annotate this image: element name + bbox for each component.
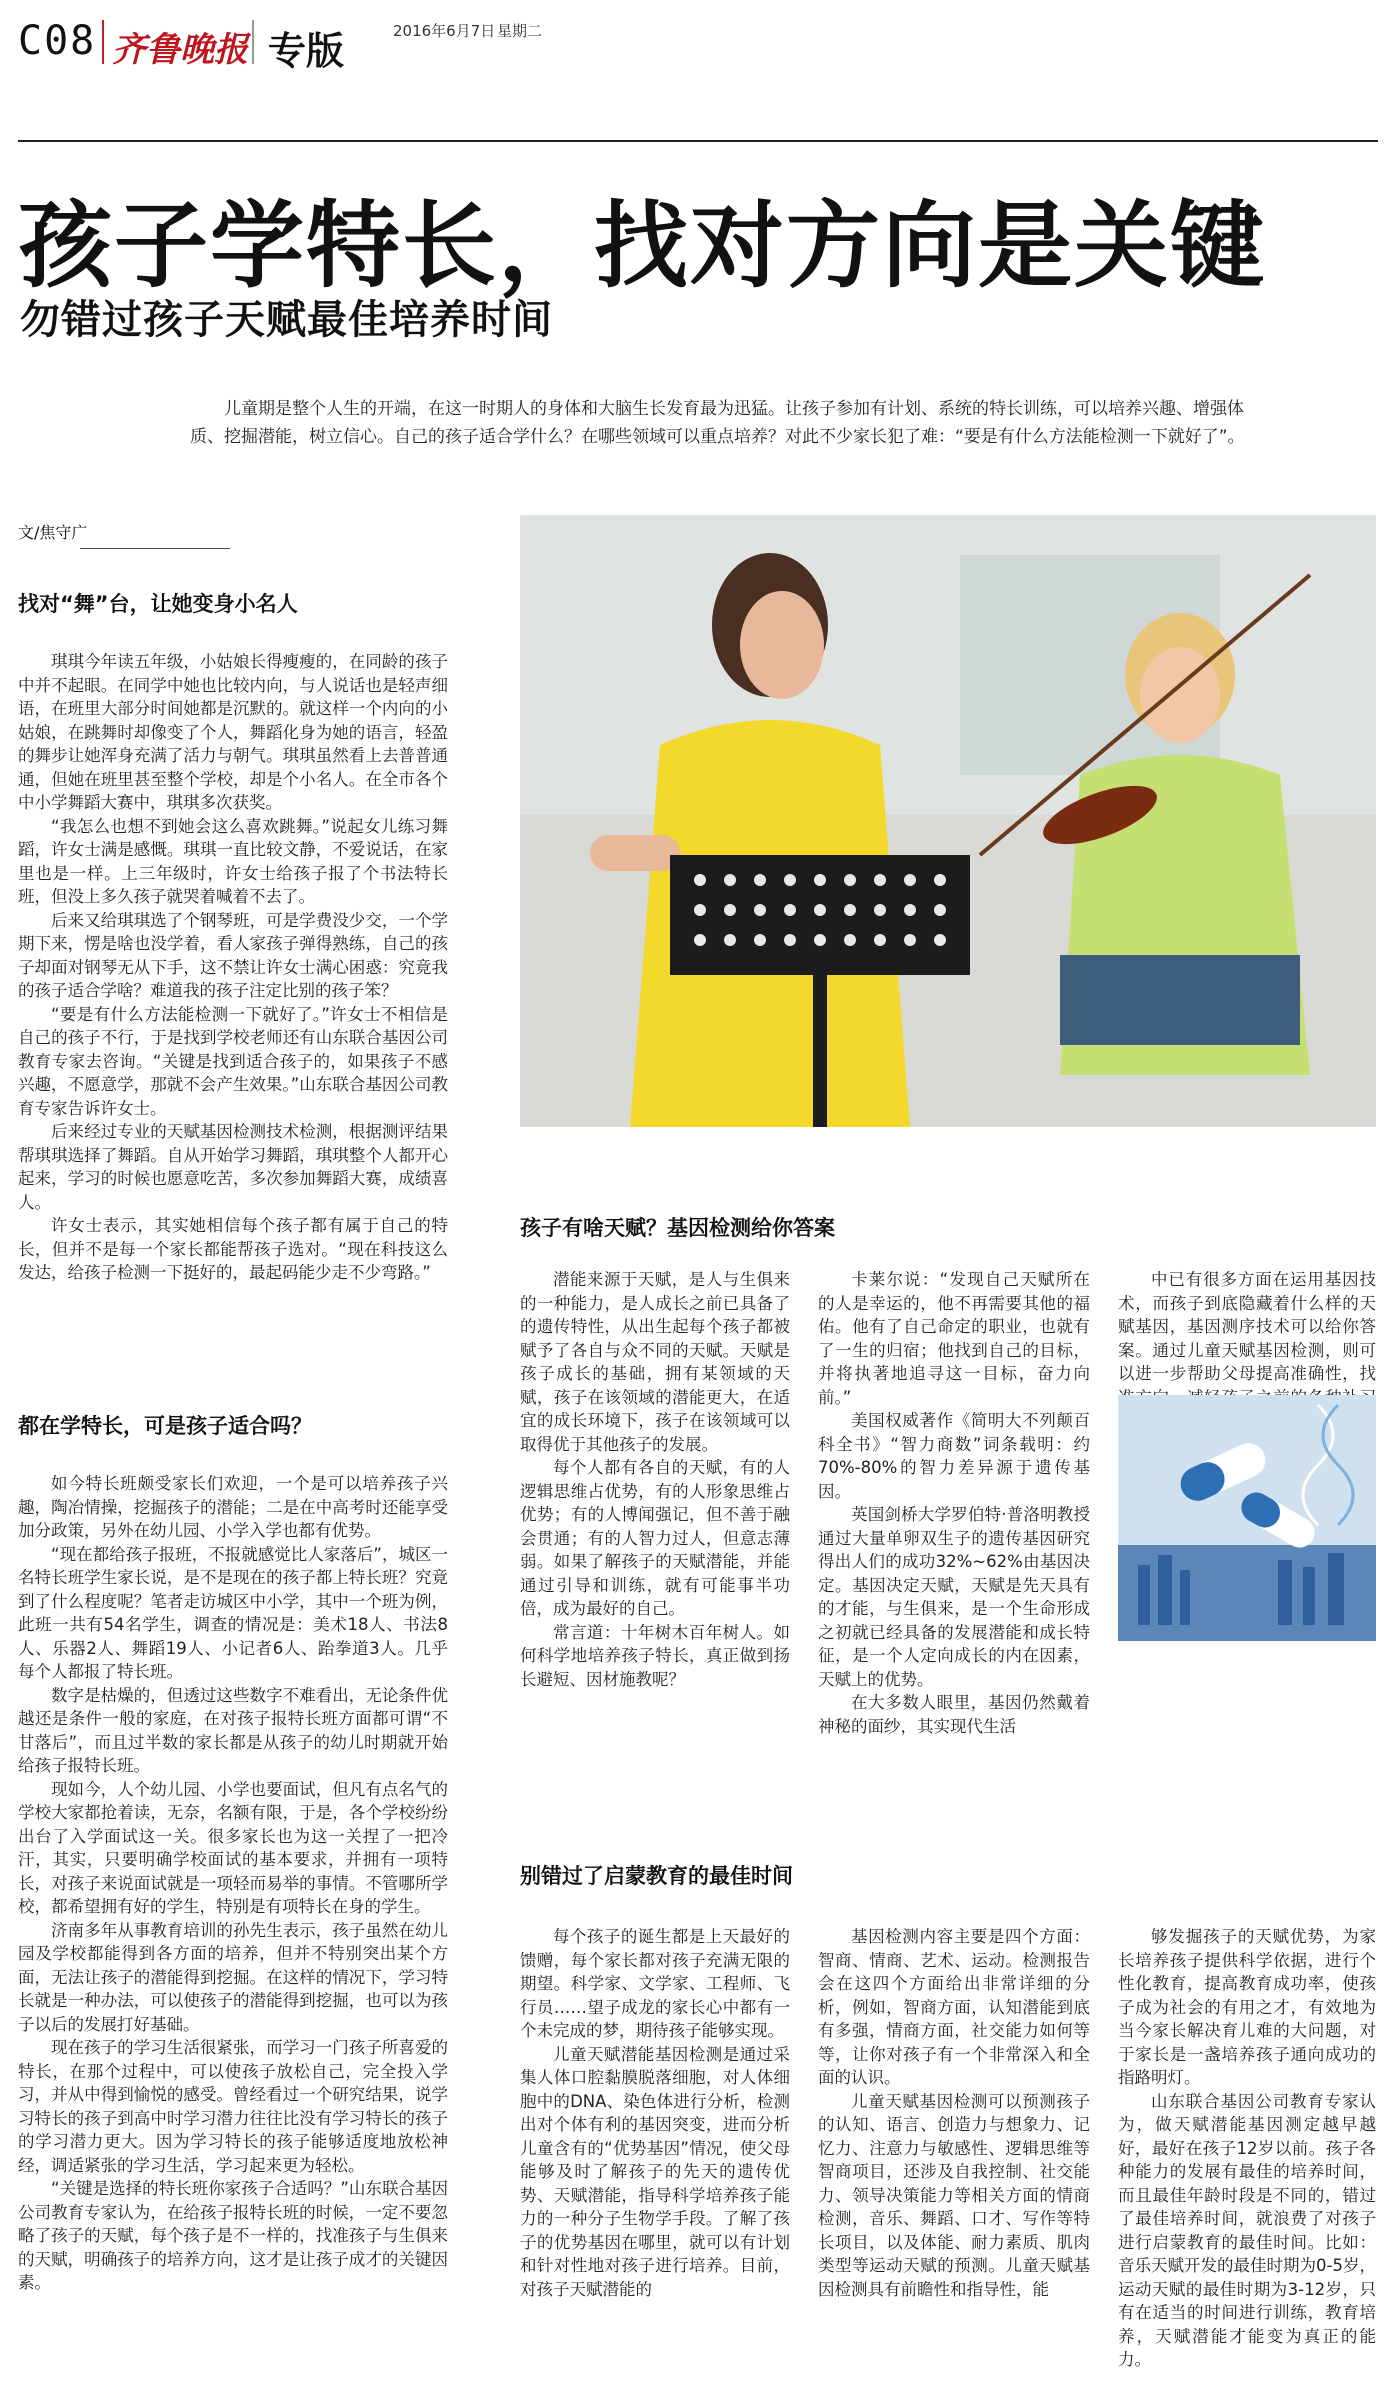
paragraph: 数字是枯燥的，但透过这些数字不难看出，无论条件优越还是条件一般的家庭，在对孩子报特长班方面都可谓“不甘落后”，而且过半数的家长都是从孩子的幼儿时期就开始给孩子报特长班。 — [18, 1685, 448, 1775]
issue-weekday: 星期二 — [497, 22, 543, 40]
paragraph: 山东联合基因公司教育专家认为，做天赋潜能基因测定越早越好，最好在孩子12岁以前。孩子各种能力的发展有最佳的培养时间，而且最佳年龄时段是不同的，错过了最佳培养时间，就浪费了对孩子进行启蒙教育的最佳时间。比如：音乐天赋开发的最佳时期为0-5岁，运动天赋的最佳时期为3-12岁，只有在适当的时间进行训练，教育培养，天赋潜能才能变为真正的能力。 — [1118, 2091, 1376, 2369]
newspaper-logo: 齐鲁晚报 — [112, 30, 248, 70]
headline: 孩子学特长，找对方向是关键 — [18, 192, 1267, 301]
paragraph: 美国权威著作《简明大不列颠百科全书》“智力商数”词条载明：约70%-80%的智力差异源于遗传基因。 — [818, 1411, 1090, 1501]
subheadline: 勿错过孩子天赋最佳培养时间 — [20, 297, 553, 343]
byline-rule — [80, 548, 230, 549]
paragraph: “关键是选择的特长班你家孩子合适吗？”山东联合基因公司教育专家认为，在给孩子报特长班的时候，一定不要忽略了孩子的天赋，每个孩子是不一样的，找准孩子与生俱来的天赋，明确孩子的培养方向，这才是让孩子成才的关键因素。 — [18, 2179, 448, 2292]
lead-paragraph: 儿童期是整个人生的开端，在这一时期人的身体和大脑生长发育最为迅猛。让孩子参加有计划、系统的特长训练，可以培养兴趣、增强体质、挖掘潜能，树立信心。自己的孩子适合学什么？在哪些领域可以重点培养？对此不少家长犯了难：“要是有什么方法能检测一下就好了”。 — [190, 399, 1245, 447]
header-divider — [252, 20, 254, 64]
paragraph: 后来经过专业的天赋基因检测技术检测，根据测评结果帮琪琪选择了舞蹈。自从开始学习舞蹈，琪琪整个人都开心起来，学习的时候也愿意吃苦，多次参加舞蹈大赛，成绩喜人。 — [18, 1122, 448, 1212]
paragraph: “我怎么也想不到她会这么喜欢跳舞。”说起女儿练习舞蹈，许女士满是感慨。琪琪一直比较文静，不爱说话，在家里也是一样。上三年级时，许女士给孩子报了个书法特长班，但没上多久孩子就哭着喊着不去了。 — [18, 816, 448, 906]
article-column — [18, 1472, 448, 2295]
paragraph: 济南多年从事教育培训的孙先生表示，孩子虽然在幼儿园及学校都能得到各方面的培养，但并不特别突出某个方面，无法让孩子的潜能得到挖掘。在这样的情况下，学习特长就是一种办法，可以使孩子的潜能得到挖掘，也可以为孩子以后的发展打好基础。 — [18, 1920, 448, 2034]
article-column — [520, 1268, 790, 1691]
dna-capsule-photo — [1118, 1395, 1376, 1641]
article-column — [818, 1268, 1090, 1738]
section-heading: 孩子有啥天赋？基因检测给你答案 — [520, 1216, 835, 1240]
paragraph: “现在都给孩子报班，不报就感觉比人家落后”，城区一名特长班学生家长说，是不是现在的孩子都上特长班？究竟到了什么程度呢？笔者走访城区中小学，其中一个班为例，此班一共有54名学生，调查的情况是：美术18人、书法8人、乐器2人、舞蹈19人、小记者6人、跆拳道3人。几乎每个人都报了特长班。 — [18, 1544, 448, 1681]
paragraph: 琪琪今年读五年级，小姑娘长得瘦瘦的，在同龄的孩子中并不起眼。在同学中她也比较内向，与人说话也是轻声细语，在班里大部分时间她都是沉默的。就这样一个内向的小姑娘，在跳舞时却像变了个人，舞蹈化身为她的语言，轻盈的舞步让她浑身充满了活力与朝气。琪琪虽然看上去普普通通，但她在班里甚至整个学校，却是个小名人。在全市各个中小学舞蹈大赛中，琪琪多次获奖。 — [18, 652, 448, 812]
paragraph: 常言道：十年树木百年树人。如何科学地培养孩子特长，真正做到扬长避短、因材施教呢？ — [520, 1622, 790, 1689]
paragraph: 每个孩子的诞生都是上天最好的馈赠，每个家长都对孩子充满无限的期望。科学家、文学家、工程师、飞行员……望子成龙的家长心中都有一个未完成的梦，期待孩子能够实现。 — [520, 1927, 790, 2040]
issue-date: 2016年6月7日 — [393, 22, 496, 40]
header-divider — [102, 20, 104, 64]
article-column — [520, 1925, 790, 2301]
paragraph: 英国剑桥大学罗伯特·普洛明教授通过大量单卵双生子的遗传基因研究得出人们的成功32%~62%由基因决定。基因决定天赋，天赋是先天具有的才能，与生俱来，是一个生命形成之初就已经具备的发展潜能和成长特征，是一个人定向成长的内在因素，天赋上的优势。 — [818, 1505, 1090, 1689]
paragraph: 如今特长班颇受家长们欢迎，一个是可以培养孩子兴趣，陶冶情操，挖掘孩子的潜能；二是在中高考时还能享受加分政策，另外在幼儿园、小学入学也都有优势。 — [18, 1474, 448, 1540]
header-rule — [18, 140, 1378, 142]
paragraph: 潜能来源于天赋，是人与生俱来的一种能力，是人成长之前已具备了的遗传特性，从出生起每个孩子都被赋予了各自与众不同的天赋。天赋是孩子成长的基础，拥有某领域的天赋，孩子在该领域的潜能更大，在适宜的成长环境下，孩子在该领域可以取得优于其他孩子的发展。 — [520, 1270, 790, 1454]
paragraph: 在大多数人眼里，基因仍然戴着神秘的面纱，其实现代生活 — [818, 1693, 1090, 1736]
byline: 文/焦守广 — [18, 523, 88, 542]
paragraph: 儿童天赋基因检测可以预测孩子的认知、语言、创造力与想象力、记忆力、注意力与敏感性、逻辑思维等智商项目，还涉及自我控制、社交能力、领导决策能力等相关方面的情商检测，音乐、舞蹈、口才、写作等特长项目，以及体能、耐力素质、肌肉类型等运动天赋的预测。儿童天赋基因检测具有前瞻性和指导性，能 — [818, 2091, 1090, 2299]
article-column — [1118, 1925, 1376, 2372]
paragraph: 儿童天赋潜能基因检测是通过采集人体口腔黏膜脱落细胞，对人体细胞中的DNA、染色体进行分析，检测出对个体有利的基因突变，进而分析儿童含有的“优势基因”情况，使父母能够及时了解孩子的先天的遗传优势、天赋潜能，指导科学培养孩子能力的一种分子生物学手段。了解了孩子的优势基因在哪里，就可以有计划和针对性地对孩子进行培养。目前，对孩子天赋潜能的 — [520, 2044, 790, 2299]
paragraph: 卡莱尔说：“发现自己天赋所在的人是幸运的，他不再需要其他的福佑。他有了自己命定的职业，也就有了一生的归宿；他找到自己的目标，并将执著地追寻这一目标，奋力向前。” — [818, 1270, 1090, 1407]
paragraph: 基因检测内容主要是四个方面：智商、情商、艺术、运动。检测报告会在这四个方面给出非常详细的分析，例如，智商方面，认知潜能到底有多强，情商方面，社交能力如何等等，让你对孩子有一个非常深入和全面的认识。 — [818, 1927, 1090, 2087]
article-column — [818, 1925, 1090, 2301]
section-heading: 都在学特长，可是孩子适合吗？ — [18, 1414, 312, 1438]
paragraph: 后来又给琪琪选了个钢琴班，可是学费没少交，一个学期下来，愣是啥也没学着，看人家孩子弹得熟练，自己的孩子却面对钢琴无从下手，这不禁让许女士满心困惑：究竟我的孩子适合学啥？难道我的孩子注定比别的孩子笨？ — [18, 910, 448, 1000]
paragraph: 每个人都有各自的天赋，有的人逻辑思维占优势，有的人形象思维占优势；有的人博闻强记，但不善于融会贯通；有的人智力过人，但意志薄弱。如果了解孩子的天赋潜能，并能通过引导和训练，就有可能事半功倍，成为最好的自己。 — [520, 1458, 790, 1618]
section-heading: 找对“舞”台，让她变身小名人 — [18, 592, 298, 616]
section-heading: 别错过了启蒙教育的最佳时间 — [520, 1864, 793, 1888]
article-column — [18, 650, 448, 1285]
paragraph: “要是有什么方法能检测一下就好了。”许女士不相信是自己的孩子不行，于是找到学校老师还有山东联合基因公司教育专家去咨询。“关键是找到适合孩子的，如果孩子不感兴趣，不愿意学，那就不会产生效果。”山东联合基因公司教育专家告诉许女士。 — [18, 1004, 448, 1118]
paragraph: 现如今，人个幼儿园、小学也要面试，但凡有点名气的学校大家都抢着读，无奈，名额有限，于是，各个学校纷纷出台了入学面试这一关。很多家长也为这一关捏了一把冷汗，其实，只要明确学校面试的基本要求，并拥有一项特长，对孩子来说面试就是一项轻而易举的事情。不管哪所学校，都希望拥有好的学生，特别是有项特长在身的学生。 — [18, 1779, 448, 1916]
paragraph: 现在孩子的学习生活很紧张，而学习一门孩子所喜爱的特长，在那个过程中，可以使孩子放松自己，完全投入学习，并从中得到愉悦的感受。曾经看过一个研究结果，说学习特长的孩子到高中时学习潜力往往比没有学习特长的孩子的学习潜力更大。因为学习特长的孩子能够适度地放松神经，调适紧张的学习生活，学习起来更为轻松。 — [18, 2038, 448, 2175]
violin-lesson-photo — [520, 515, 1376, 1127]
page-number: C08 — [18, 18, 97, 64]
paragraph: 中已有很多方面在运用基因技术，而孩子到底隐藏着什么样的天赋基因，基因测序技术可以给你答案。通过儿童天赋基因检测，则可以进一步帮助父母提高准确性，找 — [1118, 1270, 1376, 1383]
paragraph: 够发掘孩子的天赋优势，为家长培养孩子提供科学依据，进行个性化教育，提高教育成功率，使孩子成为社会的有用之才，有效地为当今家长解决育儿难的大问题，对于家长是一盏培养孩子通向成功的指路明灯。 — [1118, 1927, 1376, 2087]
paragraph: 许女士表示，其实她相信每个孩子都有属于自己的特长，但并不是每一个家长都能帮孩子选对。“现在科技这么发达，给孩子检测一下挺好的，最起码能少走不少弯路。” — [18, 1216, 448, 1282]
section-label: 专版 — [268, 29, 345, 73]
